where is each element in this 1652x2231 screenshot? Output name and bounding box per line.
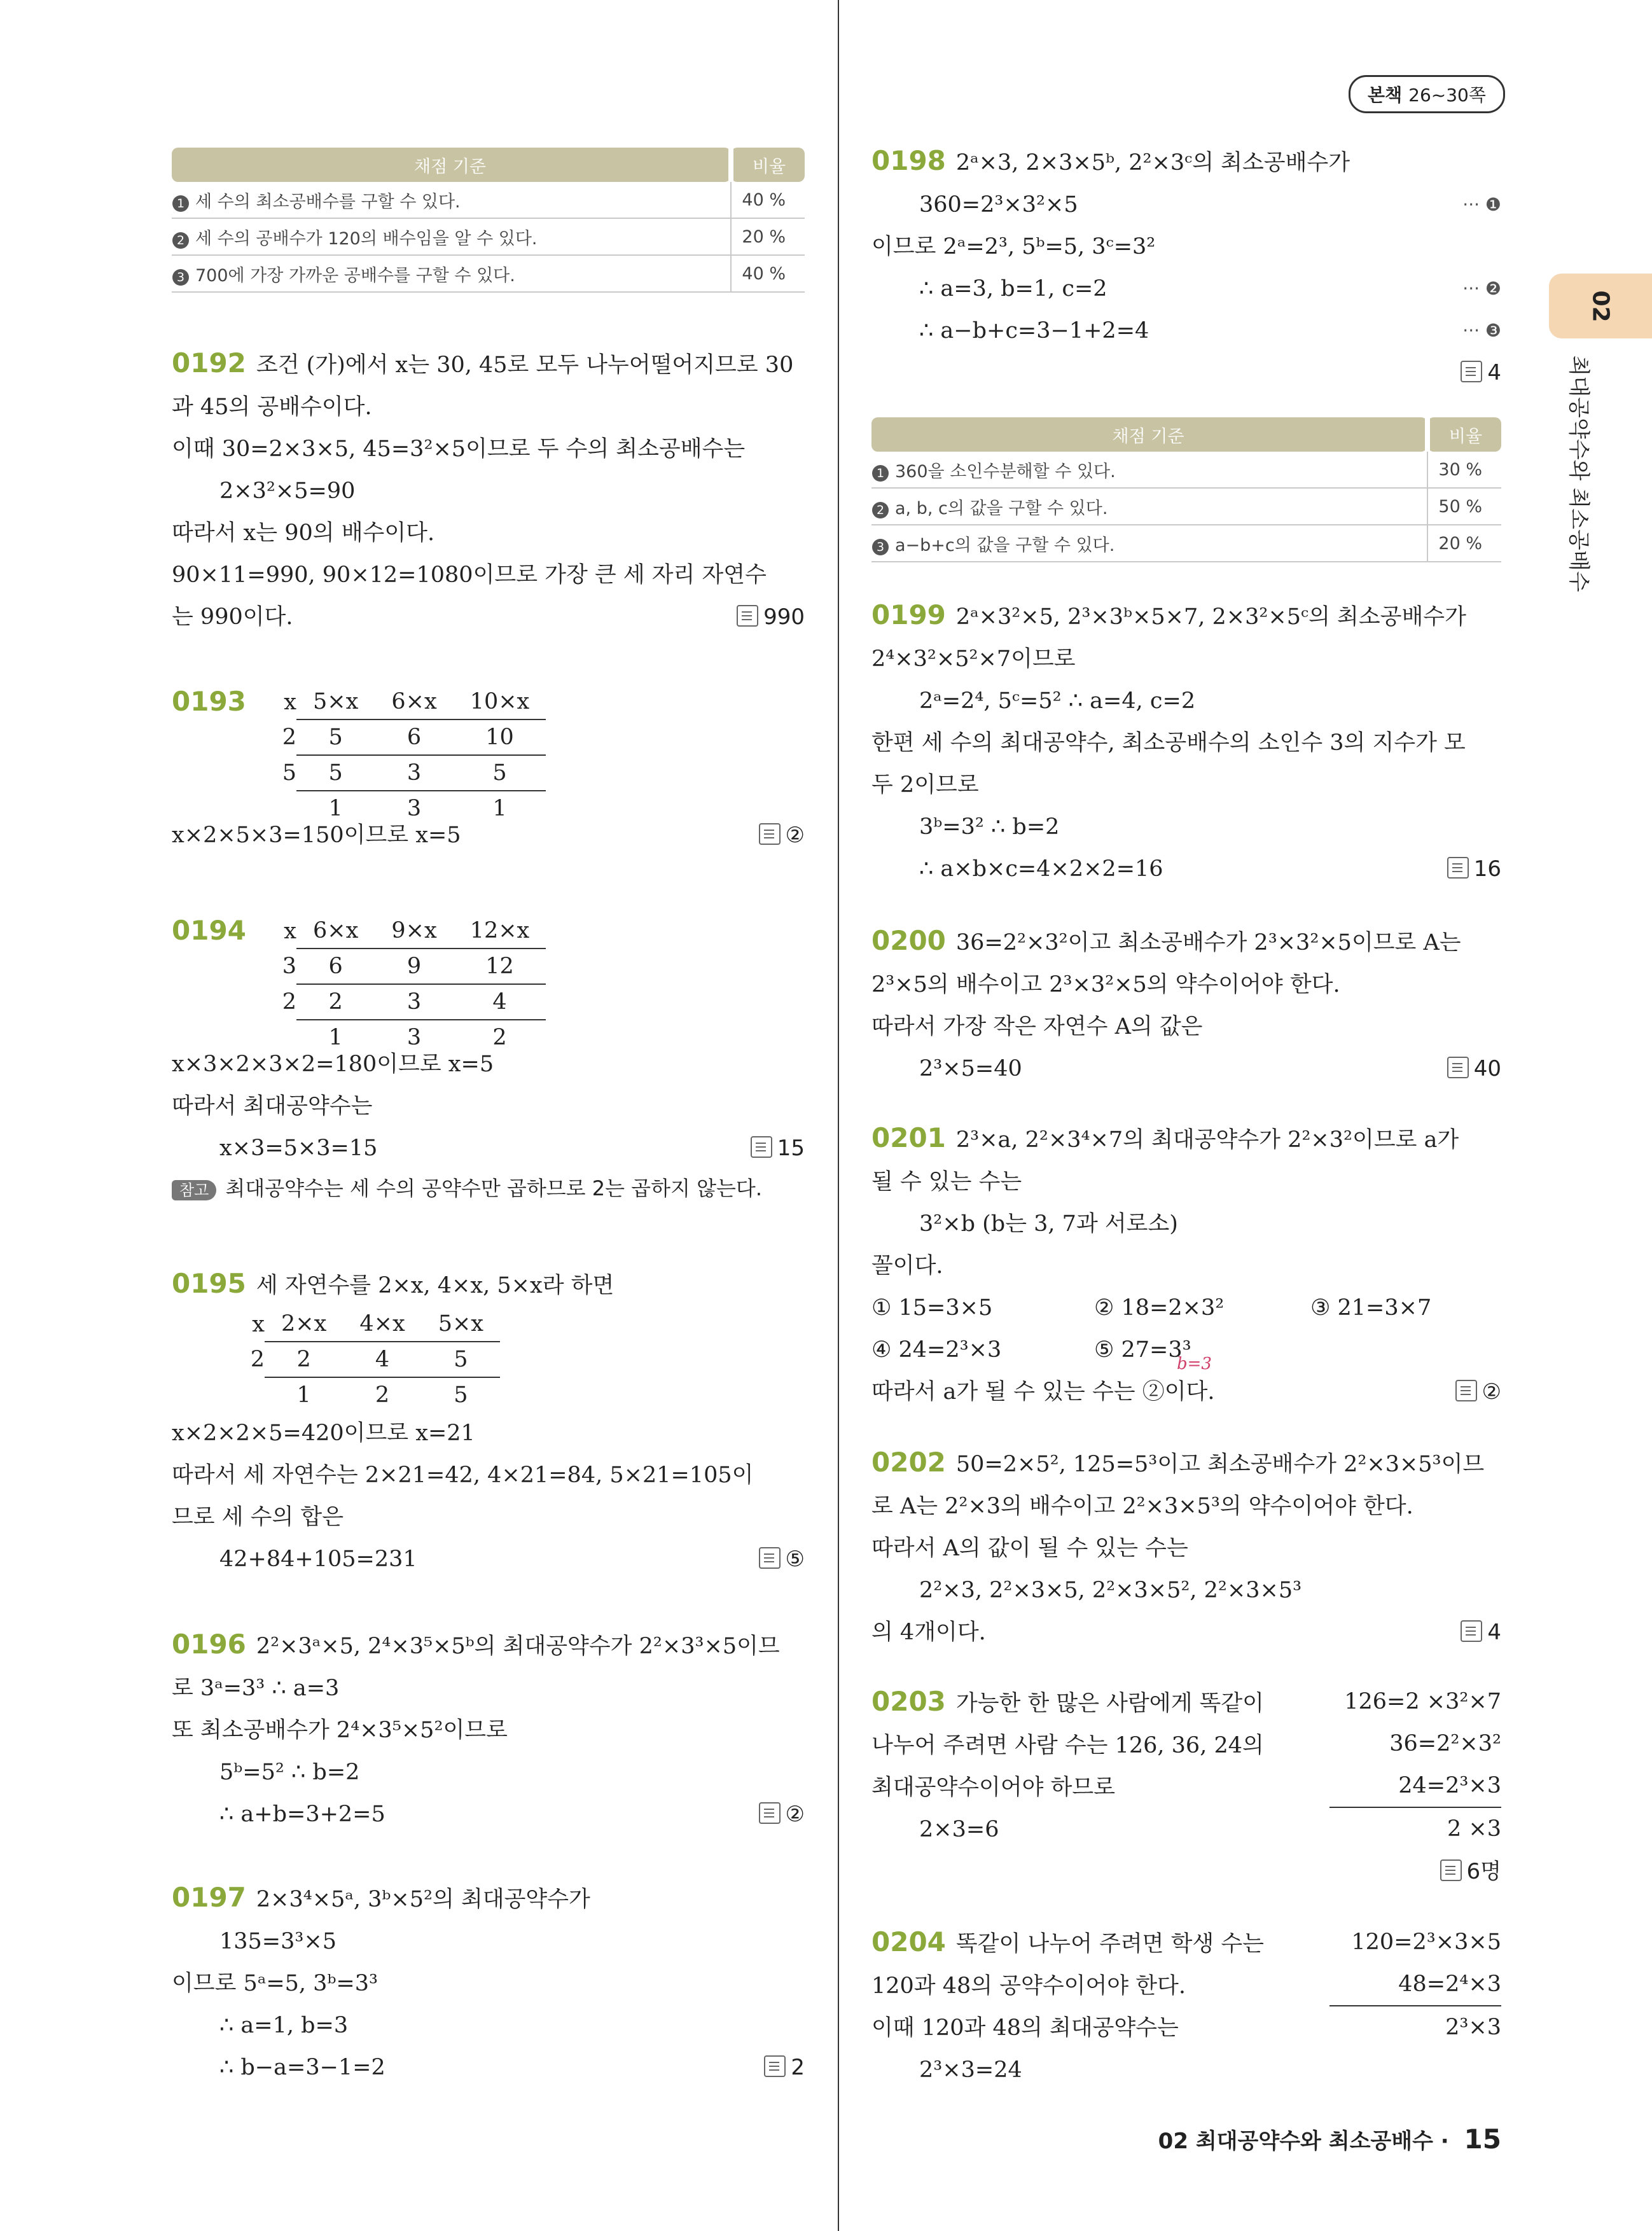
table-header: 채점 기준: [172, 148, 731, 182]
solution-line: x×2×5×3=150이므로 x=5: [172, 823, 461, 848]
answer-icon: [759, 1547, 781, 1569]
prime-factorization: [1329, 1681, 1501, 1850]
divisor: 3: [282, 954, 296, 979]
ladder-value: 5: [422, 1342, 500, 1377]
problem-0202: [871, 1442, 1501, 1653]
problem-0200: [871, 920, 1501, 1090]
ladder-value: 5: [454, 755, 546, 791]
step-marker: ··· ❶: [1462, 194, 1501, 215]
answer: [737, 596, 805, 638]
page-footer: 02 최대공약수와 최소공배수 · 15: [1158, 2123, 1501, 2155]
solution-line: 따라서 x는 90의 배수이다.: [172, 520, 435, 546]
solution-line: 한편 세 수의 최대공약수, 최소공배수의 소인수 3의 지수가 모: [871, 730, 1466, 756]
option: ③ 21=3×7: [1310, 1295, 1432, 1321]
table-header: 비율: [1427, 417, 1501, 452]
chapter-number: 02: [1587, 289, 1614, 323]
ladder-value: 6×x: [375, 685, 453, 719]
ratio: 40 %: [731, 182, 805, 218]
answer-icon: [751, 1136, 772, 1158]
division-ladder: [242, 914, 546, 1055]
answer-icon: [1447, 857, 1469, 879]
answer: [1440, 1859, 1501, 1884]
problem-0204: [871, 1921, 1501, 2091]
table-row: [871, 488, 1501, 525]
solution-line: 5ᵇ=5² ∴ b=2: [219, 1760, 360, 1785]
problem-id: 0202: [871, 1447, 946, 1478]
column-divider: [838, 0, 839, 2231]
solution-line: 3ᵇ=3² ∴ b=2: [919, 814, 1060, 840]
solution-line: 2²×3, 2²×3×5, 2²×3×5², 2²×3×5³: [919, 1578, 1302, 1603]
criterion-text: a, b, c의 값을 구할 수 있다.: [895, 498, 1108, 518]
answer-value: 990: [763, 604, 805, 630]
answer-value: ②: [1482, 1379, 1501, 1405]
ladder-value: 6×x: [296, 914, 375, 949]
ladder-value: 4: [343, 1342, 421, 1377]
solution-line: x×3×2×3×2=180이므로 x=5: [172, 1052, 494, 1077]
page-range-badge: [1349, 75, 1505, 113]
solution-line: 나누어 주려면 사람 수는 126, 36, 24의: [871, 1733, 1264, 1758]
criterion-text: 360을 소인수분해할 수 있다.: [895, 461, 1116, 482]
badge-label: 본책: [1368, 85, 1403, 106]
problem-id: 0199: [871, 599, 946, 630]
answer-value: 6명: [1466, 1859, 1501, 1884]
solution-line: 따라서 세 자연수는 2×21=42, 4×21=84, 5×21=105이: [172, 1463, 754, 1488]
answer-value: ②: [785, 823, 805, 848]
ratio: 20 %: [731, 218, 805, 255]
division-ladder: [242, 685, 546, 826]
solution-line: 이때 30=2×3×5, 45=3²×5이므로 두 수의 최소공배수는: [172, 436, 746, 462]
ladder-value: 1: [328, 796, 343, 821]
problem-id: 0195: [172, 1268, 246, 1299]
solution-line: x×2×2×5=420이므로 x=21: [172, 1421, 475, 1446]
ladder-value: 3: [406, 1025, 422, 1050]
divisor: x: [284, 689, 296, 715]
ladder-value: 3: [375, 984, 453, 1020]
solution-line: 따라서 가장 작은 자연수 A의 값은: [871, 1014, 1203, 1039]
ladder-value: 1: [492, 796, 507, 821]
ladder-value: 2: [375, 1382, 390, 1408]
problem-id: 0200: [871, 925, 946, 956]
problem-0194: [172, 910, 805, 1209]
footer-chapter: 02 최대공약수와 최소공배수: [1158, 2129, 1433, 2154]
answer: [1461, 360, 1501, 386]
answer-icon: [1461, 361, 1482, 382]
problem-0196: [172, 1623, 805, 1835]
solution-line: 또 최소공배수가 2⁴×3⁵×5²이므로: [172, 1718, 508, 1743]
handwritten-note: b=3: [1177, 1354, 1212, 1373]
problem-0193: [172, 681, 805, 856]
solution-line: 따라서 최대공약수는: [172, 1094, 373, 1119]
prime-factorization: [1329, 1921, 1501, 2048]
ratio: 30 %: [1427, 452, 1501, 488]
factorization-line: 48=2⁴×3: [1329, 1963, 1501, 2006]
answer-icon: [759, 823, 781, 845]
answer: [764, 2047, 805, 2089]
answer: [1461, 1611, 1501, 1653]
divisor: x: [284, 918, 296, 944]
solution-line: 2³×5의 배수이고 2³×3²×5의 약수이어야 한다.: [871, 972, 1340, 997]
ladder-value: 5: [454, 1382, 468, 1408]
option: ① 15=3×5: [871, 1295, 993, 1321]
problem-0203: [871, 1681, 1501, 1893]
factorization-line: 36=2²×3²: [1389, 1731, 1501, 1756]
factorization-line: 126=2 ×3²×7: [1344, 1689, 1501, 1714]
circle-number: 1: [172, 195, 189, 212]
ladder-value: 1: [328, 1025, 343, 1050]
chapter-side-title: [1555, 344, 1606, 598]
ladder-value: 2: [296, 984, 375, 1020]
ladder-value: 3: [406, 796, 422, 821]
ratio: 50 %: [1427, 488, 1501, 525]
factorization-result: 2³×3: [1445, 2015, 1501, 2040]
solution-line: 2ᵃ=2⁴, 5ᶜ=5² ∴ a=4, c=2: [919, 688, 1196, 714]
ladder-value: 10×x: [454, 685, 546, 719]
solution-line: 는 990이다.: [172, 604, 293, 630]
solution-line: 이때 120과 48의 최대공약수는: [871, 2015, 1179, 2041]
problem-id: 0193: [172, 686, 246, 717]
answer-value: 2: [791, 2055, 805, 2080]
solution-line: 135=3³×5: [219, 1929, 337, 1954]
solution-line: 두 2이므로: [871, 772, 979, 798]
option: ⑤ 27=3³: [1094, 1337, 1191, 1363]
step-marker: ··· ❷: [1462, 278, 1501, 299]
problem-0199: [871, 594, 1501, 890]
solution-line: 의 4개이다.: [871, 1620, 986, 1645]
chapter-tab[interactable]: [1549, 274, 1652, 338]
solution-line: 될 수 있는 수는: [871, 1169, 1022, 1195]
problem-id: 0194: [172, 915, 246, 946]
scoring-table-1: [172, 148, 805, 293]
problem-0201: [871, 1117, 1501, 1413]
solution-line: ∴ b−a=3−1=2: [219, 2055, 385, 2080]
solution-line: 36=2²×3²이고 최소공배수가 2³×3²×5이므로 A는: [955, 930, 1461, 956]
criterion-text: 세 수의 최소공배수를 구할 수 있다.: [195, 191, 461, 212]
answer-icon: [1447, 1057, 1469, 1078]
solution-line: 2²×3ᵃ×5, 2⁴×3⁵×5ᵇ의 최대공약수가 2²×3³×5이므: [256, 1634, 780, 1659]
solution-line: 2³×a, 2²×3⁴×7의 최대공약수가 2²×3²이므로 a가: [955, 1127, 1459, 1153]
ratio: 20 %: [1427, 525, 1501, 562]
divisor: 2: [282, 725, 296, 750]
solution-line: 2ᵃ×3, 2×3×5ᵇ, 2²×3ᶜ의 최소공배수가: [955, 150, 1350, 176]
ladder-value: 9×x: [375, 914, 453, 949]
answer: [759, 1538, 805, 1580]
ladder-value: 9: [375, 949, 453, 984]
solution-line: 3²×b (b는 3, 7과 서로소): [919, 1211, 1178, 1237]
problem-0197: [172, 1877, 805, 2089]
solution-line: 이므로 2ᵃ=2³, 5ᵇ=5, 3ᶜ=3²: [871, 234, 1156, 260]
table-header: 비율: [731, 148, 805, 182]
problem-id: 0192: [172, 347, 246, 379]
solution-line: 120과 48의 공약수이어야 한다.: [871, 1973, 1186, 1999]
answer-value: ⑤: [785, 1546, 805, 1572]
solution-line: 90×11=990, 90×12=1080이므로 가장 큰 세 자리 자연수: [172, 562, 767, 588]
solution-line: x×3=5×3=15: [219, 1136, 378, 1161]
table-row: [871, 452, 1501, 488]
divisor: x: [252, 1311, 265, 1337]
division-ladder: [210, 1307, 500, 1412]
step-marker: ··· ❸: [1462, 320, 1501, 341]
answer-icon: [737, 605, 758, 627]
solution-line: 2×3=6: [919, 1817, 999, 1842]
solution-line: 똑같이 나누어 주려면 학생 수는: [955, 1931, 1264, 1957]
problem-id: 0204: [871, 1926, 946, 1957]
ladder-value: 6: [375, 719, 453, 755]
answer: [1447, 1048, 1501, 1090]
problem-id: 0196: [172, 1629, 246, 1660]
answer: [1447, 848, 1501, 890]
ladder-value: 5: [296, 755, 375, 791]
table-row: [871, 525, 1501, 562]
solution-line: 로 A는 2²×3의 배수이고 2²×3×5³의 약수이어야 한다.: [871, 1494, 1413, 1519]
solution-line: 가능한 한 많은 사람에게 똑같이: [955, 1691, 1264, 1716]
solution-line: 로 3ᵃ=3³ ∴ a=3: [172, 1676, 340, 1701]
ladder-value: 1: [296, 1382, 311, 1408]
answer: [759, 814, 805, 856]
answer-value: 16: [1473, 856, 1501, 882]
solution-line: ∴ a=3, b=1, c=2: [919, 276, 1107, 302]
solution-line: 조건 (가)에서 x는 30, 45로 모두 나누어떨어지므로 30: [256, 352, 794, 378]
divisor: 2: [282, 989, 296, 1015]
solution-line: 이므로 5ᵃ=5, 3ᵇ=3³: [172, 1971, 378, 1996]
note-text: 최대공약수는 세 수의 공약수만 곱하므로 2는 곱하지 않는다.: [225, 1176, 762, 1200]
table-header: 채점 기준: [871, 417, 1427, 452]
solution-line: 50=2×5², 125=5³이고 최소공배수가 2²×3×5³이므: [955, 1452, 1485, 1477]
solution-line: 2×3⁴×5ᵃ, 3ᵇ×5²의 최대공약수가: [256, 1887, 590, 1912]
chapter-title-text: 최대공약수와 최소공배수: [1565, 355, 1592, 592]
problem-0195: [172, 1263, 805, 1580]
solution-line: 2³×3=24: [919, 2057, 1022, 2083]
answer-value: ②: [785, 1802, 805, 1827]
answer-icon: [764, 2055, 786, 2077]
factorization-line: 120=2³×3×5: [1351, 1929, 1501, 1955]
answer-icon: [759, 1802, 781, 1824]
solution-line: 42+84+105=231: [219, 1546, 417, 1572]
table-row: [172, 218, 805, 255]
ladder-value: 10: [454, 719, 546, 755]
circle-number: 1: [872, 465, 889, 482]
solution-line: 세 자연수를 2×x, 4×x, 5×x라 하면: [256, 1273, 614, 1298]
solution-line: ∴ a+b=3+2=5: [219, 1802, 385, 1827]
ratio: 40 %: [731, 255, 805, 292]
ladder-value: 4×x: [343, 1307, 421, 1342]
answer: [751, 1127, 805, 1169]
note: [172, 1169, 805, 1209]
criterion-text: a−b+c의 값을 구할 수 있다.: [895, 535, 1115, 555]
answer-value: 40: [1473, 1056, 1501, 1081]
problem-id: 0197: [172, 1882, 246, 1913]
solution-line: 2ᵃ×3²×5, 2³×3ᵇ×5×7, 2×3²×5ᶜ의 최소공배수가: [955, 604, 1466, 630]
solution-line: 360=2³×3²×5: [919, 192, 1078, 218]
option: ② 18=2×3²: [1094, 1295, 1225, 1321]
divisor: 2: [250, 1347, 265, 1372]
problem-id: 0201: [871, 1122, 946, 1153]
solution-line: 2×3²×5=90: [219, 478, 356, 504]
solution-line: 2³×5=40: [919, 1056, 1022, 1081]
problem-id: 0203: [871, 1686, 946, 1717]
ladder-value: 12: [454, 949, 546, 984]
ladder-value: 2: [265, 1342, 343, 1377]
solution-line: ∴ a=1, b=3: [219, 2013, 349, 2038]
criterion-text: 세 수의 공배수가 120의 배수임을 알 수 있다.: [195, 228, 538, 249]
answer-value: 15: [777, 1136, 805, 1161]
solution-line: 따라서 a가 될 수 있는 수는 ②이다.: [871, 1379, 1215, 1405]
solution-line: 과 45의 공배수이다.: [172, 394, 372, 420]
circle-number: 3: [172, 269, 189, 286]
problem-id: 0198: [871, 145, 946, 176]
ladder-value: 3: [375, 755, 453, 791]
ladder-value: 6: [296, 949, 375, 984]
ladder-value: 2: [492, 1025, 507, 1050]
answer: [1455, 1371, 1501, 1413]
circle-number: 2: [172, 232, 189, 249]
table-row: [172, 255, 805, 292]
table-row: [172, 182, 805, 218]
note-tag: 참고: [172, 1180, 216, 1200]
criterion-text: 700에 가장 가까운 공배수를 구할 수 있다.: [195, 265, 515, 286]
scoring-table-2: [871, 417, 1501, 562]
solution-line: 꼴이다.: [871, 1253, 943, 1279]
ladder-value: 5×x: [296, 685, 375, 719]
page-number: 15: [1464, 2123, 1501, 2155]
ladder-value: 5: [296, 719, 375, 755]
answer-value: 4: [1487, 360, 1501, 386]
ladder-value: 4: [454, 984, 546, 1020]
solution-line: 따라서 A의 값이 될 수 있는 수는: [871, 1536, 1188, 1561]
ladder-value: 5×x: [422, 1307, 500, 1342]
ladder-value: 2×x: [265, 1307, 343, 1342]
ladder-value: 12×x: [454, 914, 546, 949]
answer-icon: [1461, 1620, 1482, 1642]
problem-0198: [871, 140, 1501, 394]
circle-number: 2: [872, 502, 889, 518]
solution-line: 최대공약수이어야 하므로: [871, 1775, 1116, 1800]
answer-icon: [1455, 1380, 1477, 1401]
answer: [759, 1793, 805, 1835]
badge-pages: 26~30쪽: [1408, 85, 1486, 106]
answer-icon: [1440, 1859, 1462, 1881]
circle-number: 3: [872, 539, 889, 555]
answer-value: 4: [1487, 1620, 1501, 1645]
option: ④ 24=2³×3: [871, 1337, 1002, 1363]
solution-line: ∴ a−b+c=3−1+2=4: [919, 318, 1149, 344]
divisor: 5: [282, 760, 296, 786]
factorization-result: 2 ×3: [1447, 1816, 1501, 1842]
problem-0192: [172, 342, 805, 638]
solution-line: 2⁴×3²×5²×7이므로: [871, 646, 1076, 672]
solution-line: 므로 세 수의 합은: [172, 1505, 344, 1530]
factorization-line: 24=2³×3: [1329, 1765, 1501, 1808]
solution-line: ∴ a×b×c=4×2×2=16: [919, 856, 1163, 882]
